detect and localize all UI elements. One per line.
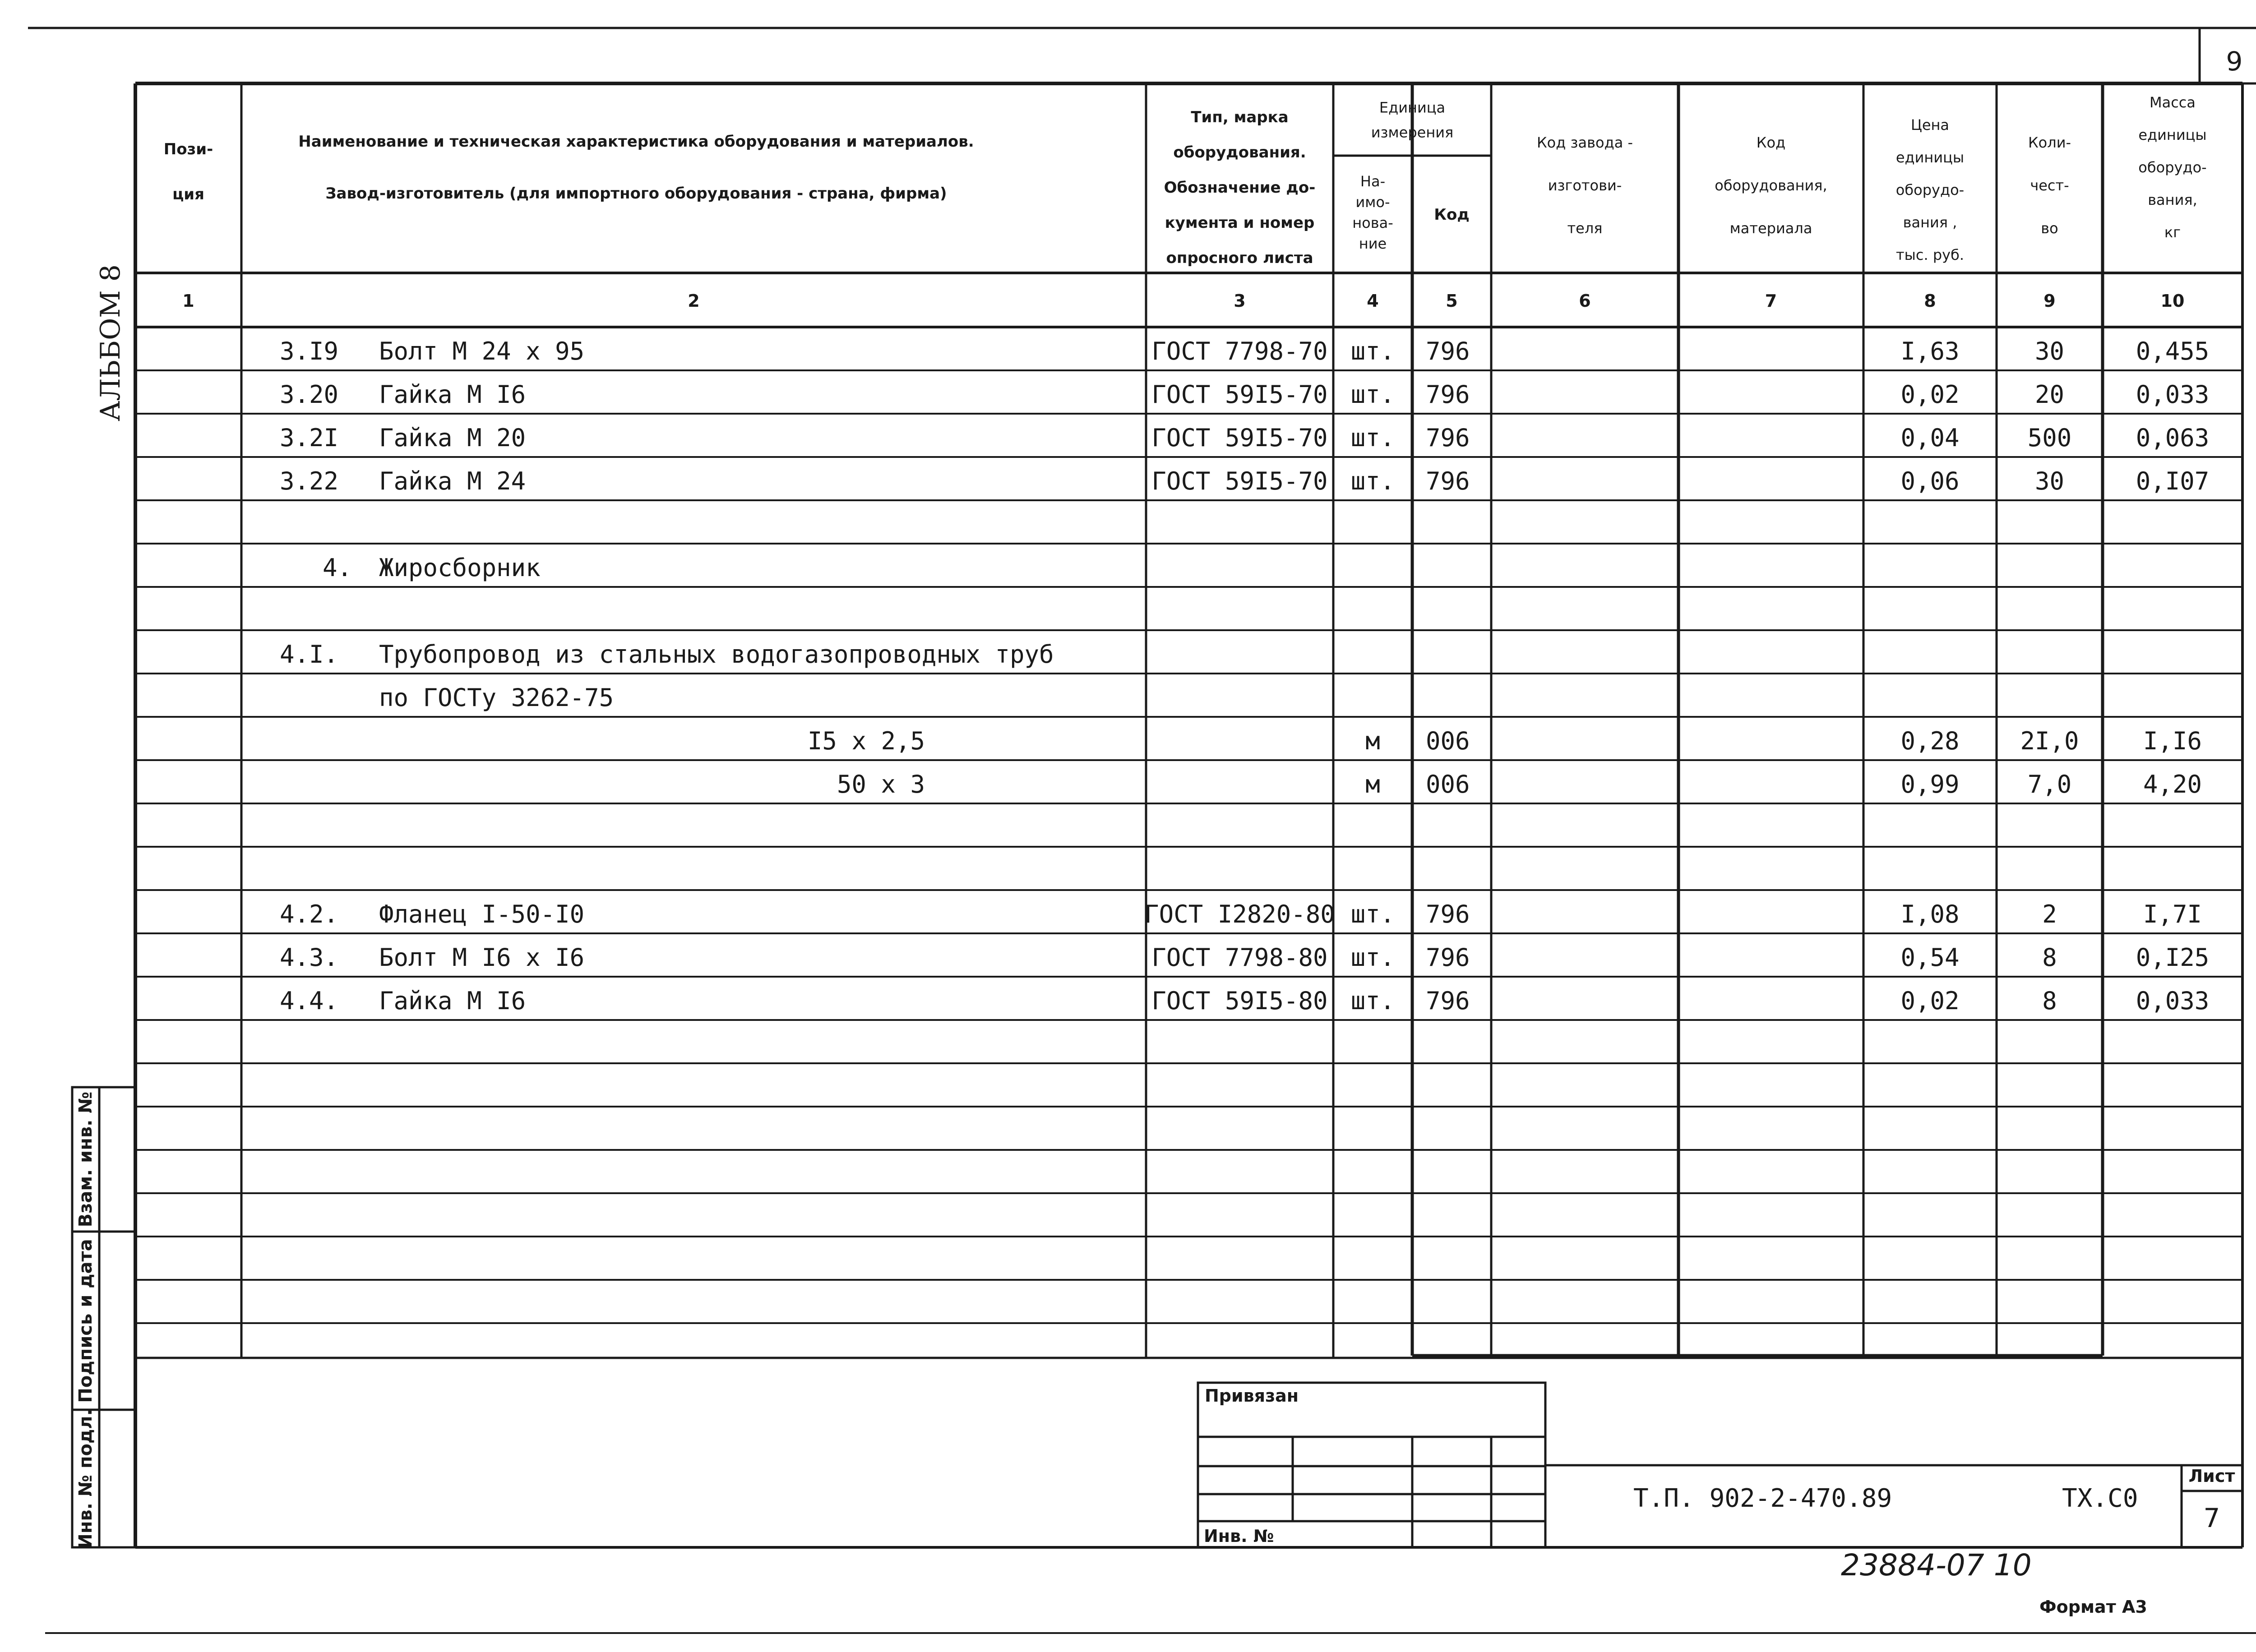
row-quantity: 30 — [2034, 467, 2065, 495]
table-row — [280, 900, 2202, 928]
header-type-mark: опросного листа — [1166, 249, 1313, 267]
header-unit-mass: кг — [2164, 224, 2181, 241]
header-position: Пози- — [163, 140, 213, 158]
row-unit-code: 796 — [1426, 337, 1470, 365]
row-document: ГОСТ I2820-80 — [1144, 900, 1335, 928]
table-row — [280, 380, 2209, 409]
row-price: 0,28 — [1900, 727, 1960, 755]
column-number: 3 — [1234, 291, 1246, 311]
header-type-mark: оборудования. — [1173, 143, 1306, 162]
row-unit: шт. — [1350, 380, 1395, 409]
page-number: 9 — [2226, 46, 2243, 77]
header-name: Наименование и техническая характеристика оборудования и материалов. — [298, 133, 974, 151]
header-unit-price: единицы — [1895, 149, 1965, 166]
row-unit: шт. — [1350, 987, 1395, 1015]
row-document: ГОСТ 59I5-70 — [1151, 424, 1328, 452]
table-row — [280, 640, 1054, 669]
row-unit: шт. — [1350, 467, 1395, 495]
row-mass: 0,I25 — [2136, 943, 2210, 972]
row-price: 0,04 — [1900, 424, 1960, 452]
row-name: Фланец I-50-I0 — [379, 900, 585, 928]
outer-frame — [28, 28, 2256, 1633]
row-price: 0,02 — [1900, 987, 1960, 1015]
row-unit-code: 796 — [1426, 987, 1470, 1015]
header-unit-price: оборудо- — [1895, 181, 1965, 198]
document-code: Т.П. 902-2-470.89 — [1633, 1484, 1892, 1513]
header-unit-name: На- — [1360, 173, 1386, 190]
section-code: ТХ.С0 — [2062, 1484, 2138, 1513]
table-row — [280, 424, 2209, 452]
row-mass: 0,063 — [2136, 424, 2210, 452]
row-unit-code: 796 — [1426, 380, 1470, 409]
table-grid — [135, 83, 2242, 1358]
sheet-label: Лист — [2188, 1466, 2235, 1486]
header-type-mark: кумента и номер — [1165, 214, 1315, 232]
row-name: по ГОСТу 3262-75 — [379, 683, 614, 712]
row-document: ГОСТ 59I5-70 — [1151, 467, 1328, 495]
header-position: ция — [172, 185, 204, 203]
table-header — [164, 94, 2207, 267]
column-number: 2 — [688, 291, 700, 311]
row-position: 4. — [323, 554, 352, 582]
row-document: ГОСТ 7798-70 — [1151, 337, 1328, 365]
row-unit-code: 796 — [1426, 424, 1470, 452]
header-material-code: материала — [1729, 220, 1812, 237]
column-number: 5 — [1446, 291, 1458, 311]
header-quantity: во — [2041, 220, 2058, 237]
row-position: 3.2I — [280, 424, 339, 452]
row-name: Жиросборник — [379, 554, 541, 582]
header-unit-mass: оборудо- — [2138, 159, 2207, 176]
row-unit-code: 796 — [1426, 467, 1470, 495]
row-price: I,63 — [1900, 337, 1960, 365]
album-label: АЛЬБОМ 8 — [95, 264, 126, 421]
row-mass: 0,455 — [2136, 337, 2210, 365]
row-price: I,08 — [1900, 900, 1960, 928]
header-manufacturer-code: изготови- — [1548, 177, 1622, 194]
header-name: Завод-изготовитель (для импортного оборудования - страна, фирма) — [325, 185, 947, 203]
row-unit: м — [1365, 727, 1380, 755]
row-name: 50 х 3 — [837, 770, 925, 798]
header-unit-name: имо- — [1355, 194, 1390, 211]
header-unit-code: Код — [1434, 206, 1470, 224]
row-unit: шт. — [1350, 337, 1395, 365]
row-name: Болт М 24 х 95 — [379, 337, 585, 365]
row-unit: шт. — [1350, 900, 1395, 928]
title-block — [1198, 1383, 2242, 1547]
table-body — [280, 337, 2209, 1015]
row-position: 3.I9 — [280, 337, 339, 365]
header-material-code: оборудования, — [1715, 177, 1827, 194]
header-unit-mass: Масса — [2149, 94, 2196, 111]
row-name: Болт М I6 х I6 — [379, 943, 585, 972]
row-price: 0,54 — [1900, 943, 1960, 972]
row-position: 4.I. — [280, 640, 339, 669]
row-document: ГОСТ 59I5-70 — [1151, 380, 1328, 409]
row-quantity: 20 — [2034, 380, 2065, 409]
row-name: Гайка М 24 — [379, 467, 526, 495]
format-label: Формат А3 — [2039, 1597, 2147, 1617]
column-number: 7 — [1765, 291, 1777, 311]
table-row — [808, 727, 2202, 755]
header-unit-name: ние — [1359, 235, 1387, 252]
header-quantity: чест- — [2030, 177, 2069, 194]
table-row — [280, 987, 2209, 1015]
side-label-podpis: Подпись и дата — [75, 1239, 96, 1403]
header-unit-price: Цена — [1910, 116, 1950, 134]
row-position: 4.2. — [280, 900, 339, 928]
row-position: 4.3. — [280, 943, 339, 972]
column-number: 6 — [1579, 291, 1591, 311]
header-manufacturer-code: Код завода - — [1536, 134, 1633, 151]
header-unit-mass: единицы — [2138, 126, 2207, 143]
table-row — [280, 943, 2209, 972]
privyazan-label: Привязан — [1205, 1386, 1299, 1406]
row-name: Гайка М I6 — [379, 987, 526, 1015]
row-quantity: 30 — [2034, 337, 2065, 365]
header-unit-price: тыс. руб. — [1896, 246, 1964, 263]
row-unit-code: 796 — [1426, 943, 1470, 972]
row-document: ГОСТ 7798-80 — [1151, 943, 1328, 972]
row-unit-code: 796 — [1426, 900, 1470, 928]
table-row — [280, 337, 2209, 365]
row-mass: I,I6 — [2143, 727, 2202, 755]
row-unit-code: 006 — [1426, 770, 1470, 798]
row-name: I5 х 2,5 — [807, 727, 925, 755]
header-type-mark: Тип, марка — [1191, 108, 1289, 126]
side-label-vzam: Взам. инв. № — [75, 1091, 96, 1227]
row-unit-code: 006 — [1426, 727, 1470, 755]
row-quantity: 8 — [2042, 943, 2057, 972]
row-quantity: 2I,0 — [2020, 727, 2079, 755]
table-row — [280, 467, 2209, 495]
row-price: 0,06 — [1900, 467, 1960, 495]
row-mass: 4,20 — [2143, 770, 2202, 798]
row-quantity: 2 — [2042, 900, 2057, 928]
row-mass: 0,033 — [2136, 987, 2210, 1015]
row-document: ГОСТ 59I5-80 — [1151, 987, 1328, 1015]
header-quantity: Коли- — [2028, 134, 2071, 151]
header-manufacturer-code: теля — [1567, 220, 1603, 237]
header-unit-mass: вания, — [2148, 191, 2197, 208]
sheet-number: 7 — [2203, 1503, 2220, 1533]
row-mass: 0,033 — [2136, 380, 2210, 409]
row-price: 0,02 — [1900, 380, 1960, 409]
row-name: Трубопровод из стальных водогазопроводных труб — [379, 640, 1054, 669]
row-mass: I,7I — [2143, 900, 2202, 928]
row-quantity: 8 — [2042, 987, 2057, 1015]
side-label-inv: Инв. № подл. — [75, 1409, 96, 1549]
row-mass: 0,I07 — [2136, 467, 2210, 495]
table-row — [379, 683, 614, 712]
header-unit-group: Единица — [1379, 99, 1446, 116]
inv-no-label: Инв. № — [1204, 1526, 1274, 1546]
header-unit-group: измерения — [1371, 124, 1454, 141]
header-unit-name: нова- — [1352, 214, 1393, 231]
row-name: Гайка М I6 — [379, 380, 526, 409]
row-position: 3.20 — [280, 380, 339, 409]
row-quantity: 500 — [2027, 424, 2072, 452]
row-quantity: 7,0 — [2027, 770, 2072, 798]
handwritten-number: 23884-07 10 — [1841, 1548, 2032, 1583]
row-unit: шт. — [1350, 943, 1395, 972]
column-number: 1 — [182, 291, 194, 311]
row-name: Гайка М 20 — [379, 424, 526, 452]
header-type-mark: Обозначение до- — [1164, 179, 1316, 197]
column-number: 8 — [1924, 291, 1936, 311]
column-number: 4 — [1367, 291, 1379, 311]
column-number-row — [182, 291, 2184, 311]
row-position: 4.4. — [280, 987, 339, 1015]
row-position: 3.22 — [280, 467, 339, 495]
row-unit: шт. — [1350, 424, 1395, 452]
column-number: 10 — [2160, 291, 2185, 311]
table-row — [323, 554, 541, 582]
header-unit-price: вания , — [1903, 214, 1957, 231]
column-number: 9 — [2043, 291, 2056, 311]
row-unit: м — [1365, 770, 1380, 798]
header-material-code: Код — [1756, 134, 1786, 151]
row-price: 0,99 — [1900, 770, 1960, 798]
